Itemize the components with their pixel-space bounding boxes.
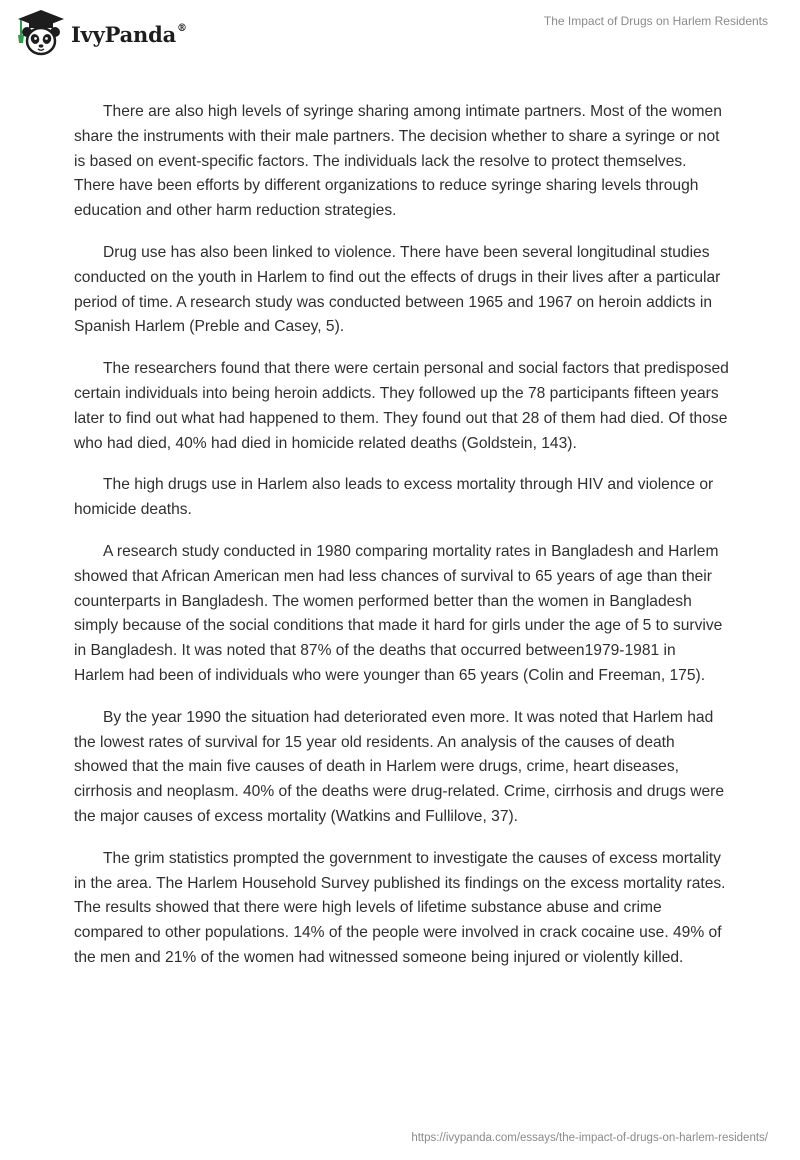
paragraph: The grim statistics prompted the government to investigate the causes of excess mortality in the area. The Harlem Household Survey published its findings on the excess mortality rates. The results showed that there were high levels of lifetime substance abuse and crime compared to other populations. 14% of the people were involved in crack cocaine use. 49% of the men and 21% of the women had witnessed someone being injured or violently killed. <box>74 849 726 966</box>
paragraph: There are also high levels of syringe sharing among intimate partners. Most of the women share the instruments with their male partners. The decision whether to share a syringe or not is based on event-specific factors. The individuals lack the resolve to protect themselves. There have been efforts by different organizations to reduce syringe sharing levels through education and other harm reduction strategies. <box>74 103 722 220</box>
source-url-link[interactable]: https://ivypanda.com/essays/the-impact-of-drugs-on-harlem-residents/ <box>411 1132 768 1144</box>
paragraph: The high drugs use in Harlem also leads to excess mortality through HIV and violence or homicide deaths. <box>74 476 714 519</box>
page-header <box>0 0 800 64</box>
paragraph: By the year 1990 the situation had deteriorated even more. It was noted that Harlem had the lowest rates of survival for 15 year old residents. An analysis of the causes of death showed that the main five causes of death in Harlem were drugs, crime, heart diseases, cirrhosis and neoplasm. 40% of the deaths were drug-related. Crime, cirrhosis and drugs were the major causes of excess mortality (Watkins and Fullilove, 37). <box>74 708 725 825</box>
brand-name: IvyPanda® <box>71 21 187 47</box>
ivypanda-logo[interactable] <box>15 8 187 58</box>
essay-content <box>74 100 730 988</box>
panda-graduate-logo-icon <box>15 8 67 58</box>
document-title: The Impact of Drugs on Harlem Residents <box>543 14 768 28</box>
registered-mark: ® <box>177 22 187 34</box>
paragraph: A research study conducted in 1980 comparing mortality rates in Bangladesh and Harlem showed that African American men had less chances of survival to 65 years of age than their counterparts in Bangladesh. The women performed better than the women in Bangladesh simply because of the social conditions that made it hard for girls under the age of 5 to survive in Bangladesh. It was noted that 87% of the deaths that occurred between1979-1981 in Harlem had been of individuals who were younger than 65 years (Colin and Freeman, 175). <box>74 542 723 684</box>
paragraph: The researchers found that there were certain personal and social factors that predisposed certain individuals into being heroin addicts. They followed up the 78 participants fifteen years later to find out what had happened to them. They found out that 28 of them had died. Of those who had died, 40% had died in homicide related deaths (Goldstein, 143). <box>74 360 729 452</box>
paragraph: Drug use has also been linked to violence. There have been several longitudinal studies conducted on the youth in Harlem to find out the effects of drugs in their lives after a particular period of time. A research study was conducted between 1965 and 1967 on heroin addicts in Spanish Harlem (Preble and Casey, 5). <box>74 243 721 336</box>
